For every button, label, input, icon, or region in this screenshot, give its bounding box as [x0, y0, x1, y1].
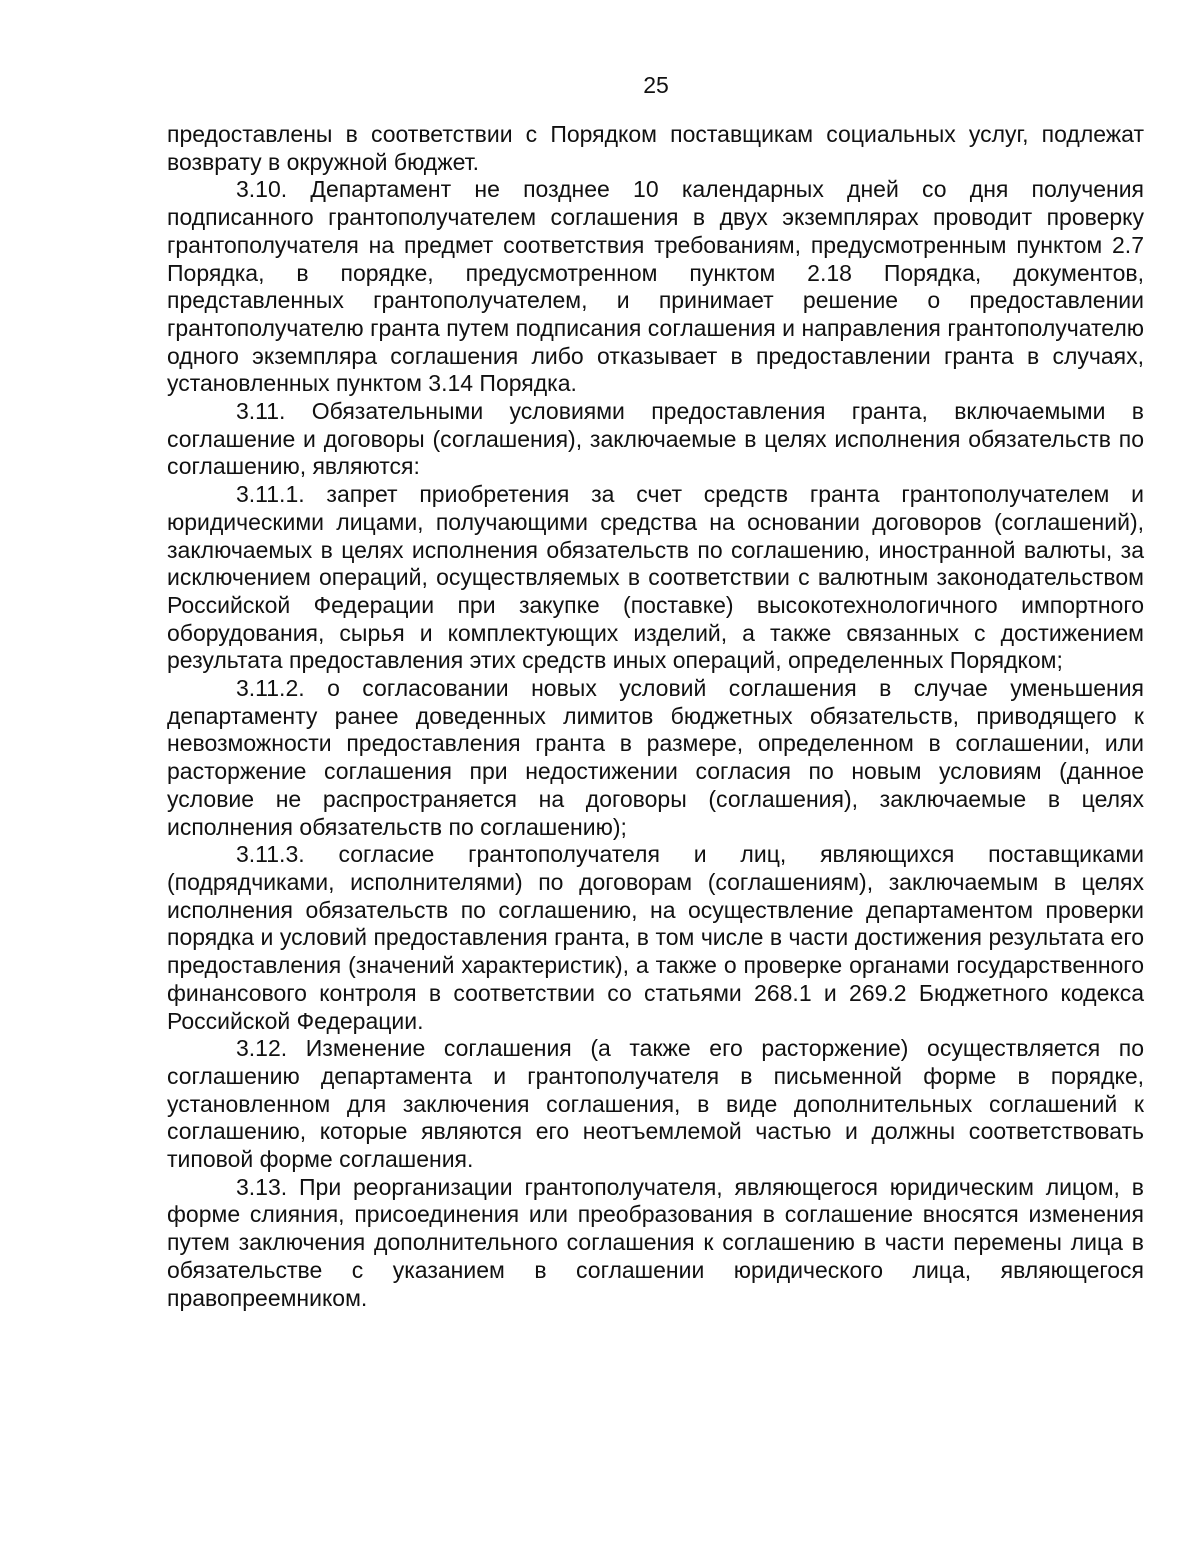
paragraph-3-13: 3.13. При реорганизации грантополучателя, являющегося юридическим лицом, в форме слияния, присоединения или преобразования в соглашение вносятся изменения путем заключения дополнительного соглашения к соглашению в части перемены лица в обязательстве с указанием в соглашении юридического лица, являющегося правопреемником.: [167, 1173, 1144, 1311]
page-number: [0, 72, 1200, 99]
paragraph-3-11: 3.11. Обязательными условиями предоставления гранта, включаемыми в соглашение и договоры (соглашения), заключаемые в целях исполнения обязательств по соглашению, являются:: [167, 398, 1144, 480]
page-number-text: 25: [643, 72, 669, 98]
document-body: [167, 121, 1144, 1312]
paragraph-3-11-2: 3.11.2. о согласовании новых условий соглашения в случае уменьшения департаменту ранее доведенных лимитов бюджетных обязательств, приводящего к невозможности предоставления гранта в размере, определенном в соглашении, или расторжение соглашения при недостижении согласия по новым условиям (данное условие не распространяется на договоры (соглашения), заключаемые в целях исполнения обязательств по соглашению);: [167, 675, 1144, 840]
paragraph-3-10: 3.10. Департамент не позднее 10 календарных дней со дня получения подписанного грантополучателем соглашения в двух экземплярах проводит проверку грантополучателя на предмет соответствия требованиям, предусмотренным пунктом 2.7 Порядка, в порядке, предусмотренном пунктом 2.18 Порядка, документов, представленных грантополучателем, и принимает решение о предоставлении грантополучателю гранта путем подписания соглашения и направления грантополучателю одного экземпляра соглашения либо отказывает в предоставлении гранта в случаях, установленных пунктом 3.14 Порядка.: [167, 176, 1144, 397]
paragraph-3-12: 3.12. Изменение соглашения (а также его расторжение) осуществляется по соглашению департамента и грантополучателя в письменной форме в порядке, установленном для заключения соглашения, в виде дополнительных соглашений к соглашению, которые являются его неотъемлемой частью и должны соответствовать типовой форме соглашения.: [167, 1035, 1144, 1173]
paragraph-continuation: предоставлены в соответствии с Порядком поставщикам социальных услуг, подлежат возврату в окружной бюджет.: [167, 121, 1144, 175]
paragraph-3-11-3: 3.11.3. согласие грантополучателя и лиц, являющихся поставщиками (подрядчиками, исполнителями) по договорам (соглашениям), заключаемым в целях исполнения обязательств по соглашению, на осуществление департаментом проверки порядка и условий предоставления гранта, в том числе в части достижения результата его предоставления (значений характеристик), а также о проверке органами государственного финансового контроля в соответствии со статьями 268.1 и 269.2 Бюджетного кодекса Российской Федерации.: [167, 841, 1144, 1034]
paragraph-3-11-1: 3.11.1. запрет приобретения за счет средств гранта грантополучателем и юридическими лицами, получающими средства на основании договоров (соглашений), заключаемых в целях исполнения обязательств по соглашению, иностранной валюты, за исключением операций, осуществляемых в соответствии с валютным законодательством Российской Федерации при закупке (поставке) высокотехнологичного импортного оборудования, сырья и комплектующих изделий, а также связанных с достижением результата предоставления этих средств иных операций, определенных Порядком;: [167, 481, 1144, 674]
